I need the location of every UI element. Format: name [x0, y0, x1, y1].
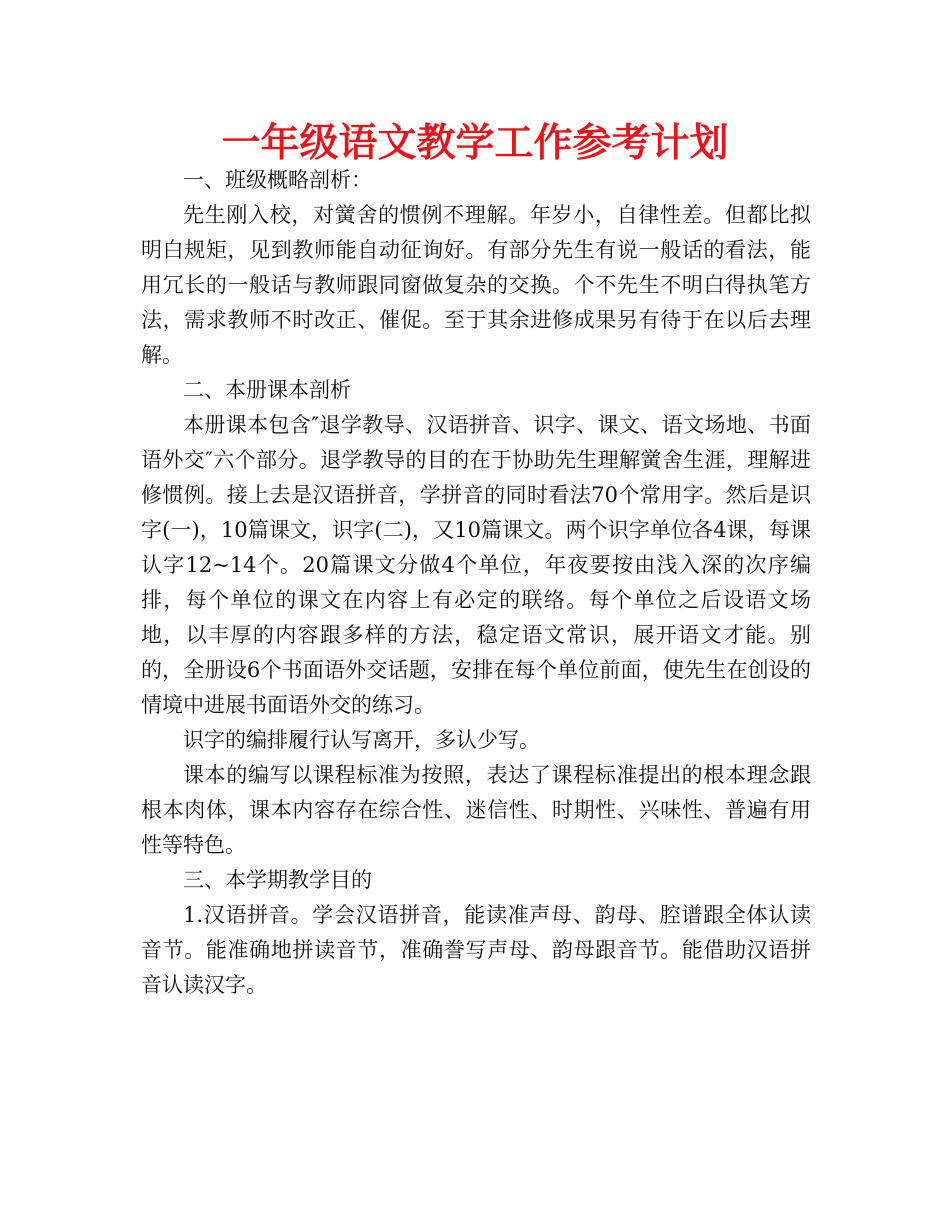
paragraph-pinyin-goal: 1.汉语拼音。学会汉语拼音，能读准声母、韵母、腔谱跟全体认读音节。能准确地拼读音节，准确誊写声母、韵母跟音节。能借助汉语拼音认读汉字。	[141, 903, 811, 997]
section-heading-class-overview: 一、班级概略剖析：	[183, 168, 372, 192]
document-title: 一年级语文教学工作参考计划	[221, 121, 729, 166]
section-heading-textbook-analysis: 二、本册课本剖析	[183, 378, 351, 402]
document-body	[141, 163, 811, 1003]
paragraph-textbook-principles: 课本的编写以课程标准为按照，表达了课程标准提出的根本理念跟根本肉体，课本内容存在综合性、迷信性、时期性、兴味性、普遍有用性等特色。	[141, 763, 811, 857]
section-heading-teaching-goals: 三、本学期教学目的	[183, 868, 372, 892]
paragraph-class-overview: 先生刚入校，对黉舍的惯例不理解。年岁小，自律性差。但都比拟明白规矩，见到教师能自动征询好。有部分先生有说一般话的看法，能用冗长的一般话与教师跟同窗做复杂的交换。个不先生不明白得执笔方法，需求教师不时改正、催促。至于其余进修成果另有待于在以后去理解。	[141, 203, 811, 367]
paragraph-textbook-contents: 本册课本包含″退学教导、汉语拼音、识字、课文、语文场地、书面语外交″六个部分。退学教导的目的在于协助先生理解黉舍生涯，理解进修惯例。接上去是汉语拼音，学拼音的同时看法70个常用字。然后是识字(一)，10篇课文，识字(二)，又10篇课文。两个识字单位各4课，每课认字12~14个。20篇课文分做4个单位，年夜要按由浅入深的次序编排，每个单位的课文在内容上有必定的联络。每个单位之后设语文场地，以丰厚的内容跟多样的方法，稳定语文常识，展开语文才能。别的，全册设6个书面语外交话题，安排在每个单位前面，使先生在创设的情境中进展书面语外交的练习。	[141, 413, 811, 717]
paragraph-literacy-arrangement: 识字的编排履行认写离开，多认少写。	[183, 728, 540, 752]
